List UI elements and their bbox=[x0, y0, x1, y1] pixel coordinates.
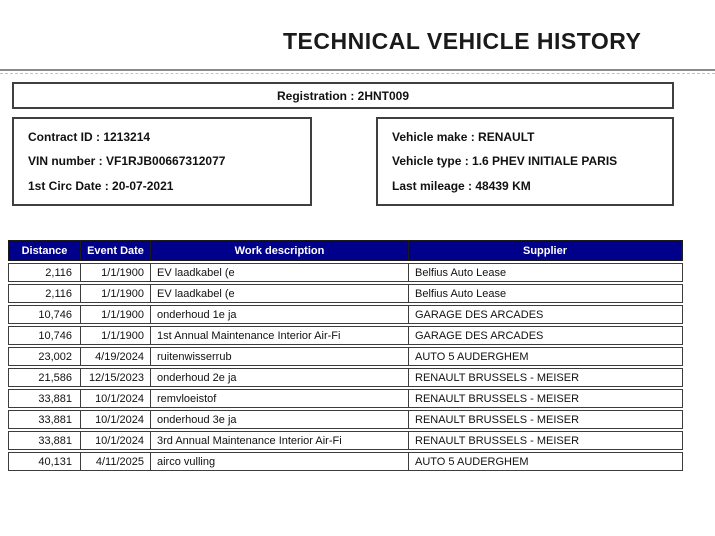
cell-work-description: 1st Annual Maintenance Interior Air-Fi bbox=[151, 327, 409, 344]
cell-supplier: RENAULT BRUSSELS - MEISER bbox=[415, 371, 580, 384]
cell-event-date: 10/1/2024 bbox=[81, 432, 151, 449]
column-header-distance: Distance bbox=[9, 241, 81, 260]
column-header-event-date: Event Date bbox=[81, 241, 151, 260]
cell-supplier: RENAULT BRUSSELS - MEISER bbox=[415, 413, 580, 426]
cell-work-description: ruitenwisserrub bbox=[151, 348, 409, 365]
cell-distance: 21,586 bbox=[9, 369, 81, 386]
cell-supplier: RENAULT BRUSSELS - MEISER bbox=[415, 434, 580, 447]
cell-distance: 2,116 bbox=[9, 264, 81, 281]
cell-supplier: AUTO 5 AUDERGHEM bbox=[415, 455, 529, 468]
cell-event-date: 1/1/1900 bbox=[81, 285, 151, 302]
column-header-work-description: Work description bbox=[151, 241, 409, 260]
cell-supplier: GARAGE DES ARCADES bbox=[415, 308, 544, 321]
table-row bbox=[8, 305, 683, 324]
cell-event-date: 1/1/1900 bbox=[81, 306, 151, 323]
table-row bbox=[8, 368, 683, 387]
cell-distance: 10,746 bbox=[9, 327, 81, 344]
first-circ-date: 1st Circ Date : 20-07-2021 bbox=[28, 178, 174, 193]
cell-event-date: 12/15/2023 bbox=[81, 369, 151, 386]
cell-event-date: 4/19/2024 bbox=[81, 348, 151, 365]
cell-work-description: 3rd Annual Maintenance Interior Air-Fi bbox=[151, 432, 409, 449]
cell-supplier: Belfius Auto Lease bbox=[415, 287, 507, 300]
table-row bbox=[8, 326, 683, 345]
cell-distance: 33,881 bbox=[9, 432, 81, 449]
table-body bbox=[8, 263, 683, 471]
report-title-clipped bbox=[283, 28, 642, 54]
cell-event-date: 4/11/2025 bbox=[81, 453, 151, 470]
cell-distance: 10,746 bbox=[9, 306, 81, 323]
cell-supplier: AUTO 5 AUDERGHEM bbox=[415, 350, 529, 363]
cell-event-date: 10/1/2024 bbox=[81, 390, 151, 407]
cell-distance: 23,002 bbox=[9, 348, 81, 365]
header-rule-solid bbox=[0, 69, 715, 71]
cell-distance: 40,131 bbox=[9, 453, 81, 470]
registration-box bbox=[12, 82, 674, 109]
cell-work-description: remvloeistof bbox=[151, 390, 409, 407]
cell-distance: 33,881 bbox=[9, 411, 81, 428]
header-rule-dashed bbox=[0, 73, 715, 74]
table-row bbox=[8, 284, 683, 303]
table-row bbox=[8, 410, 683, 429]
cell-work-description: airco vulling bbox=[151, 453, 409, 470]
cell-work-description: onderhoud 3e ja bbox=[151, 411, 409, 428]
table-row bbox=[8, 389, 683, 408]
table-row bbox=[8, 452, 683, 471]
table-row bbox=[8, 347, 683, 366]
cell-work-description: onderhoud 1e ja bbox=[151, 306, 409, 323]
cell-work-description: onderhoud 2e ja bbox=[151, 369, 409, 386]
cell-supplier: Belfius Auto Lease bbox=[415, 266, 507, 279]
cell-supplier: RENAULT BRUSSELS - MEISER bbox=[415, 392, 580, 405]
table-row bbox=[8, 431, 683, 450]
table-header-row bbox=[8, 240, 683, 261]
registration-text: Registration : 2HNT009 bbox=[276, 88, 410, 103]
table-row bbox=[8, 263, 683, 282]
column-header-supplier: Supplier bbox=[409, 241, 682, 260]
contract-id: Contract ID : 1213214 bbox=[28, 129, 151, 144]
vehicle-make: Vehicle make : RENAULT bbox=[392, 129, 535, 144]
report-title-text: TECHNICAL VEHICLE HISTORY bbox=[283, 28, 642, 54]
cell-supplier: GARAGE DES ARCADES bbox=[415, 329, 544, 342]
history-table bbox=[8, 240, 683, 471]
cell-work-description: EV laadkabel (e bbox=[151, 285, 409, 302]
contract-info-box bbox=[12, 117, 312, 206]
cell-distance: 33,881 bbox=[9, 390, 81, 407]
cell-work-description: EV laadkabel (e bbox=[151, 264, 409, 281]
last-mileage: Last mileage : 48439 KM bbox=[392, 178, 531, 193]
vehicle-type: Vehicle type : 1.6 PHEV INITIALE PARIS bbox=[392, 154, 618, 168]
cell-event-date: 1/1/1900 bbox=[81, 264, 151, 281]
vehicle-info-box bbox=[376, 117, 674, 206]
cell-distance: 2,116 bbox=[9, 285, 81, 302]
cell-event-date: 10/1/2024 bbox=[81, 411, 151, 428]
cell-event-date: 1/1/1900 bbox=[81, 327, 151, 344]
vin-number: VIN number : VF1RJB00667312077 bbox=[28, 154, 226, 168]
